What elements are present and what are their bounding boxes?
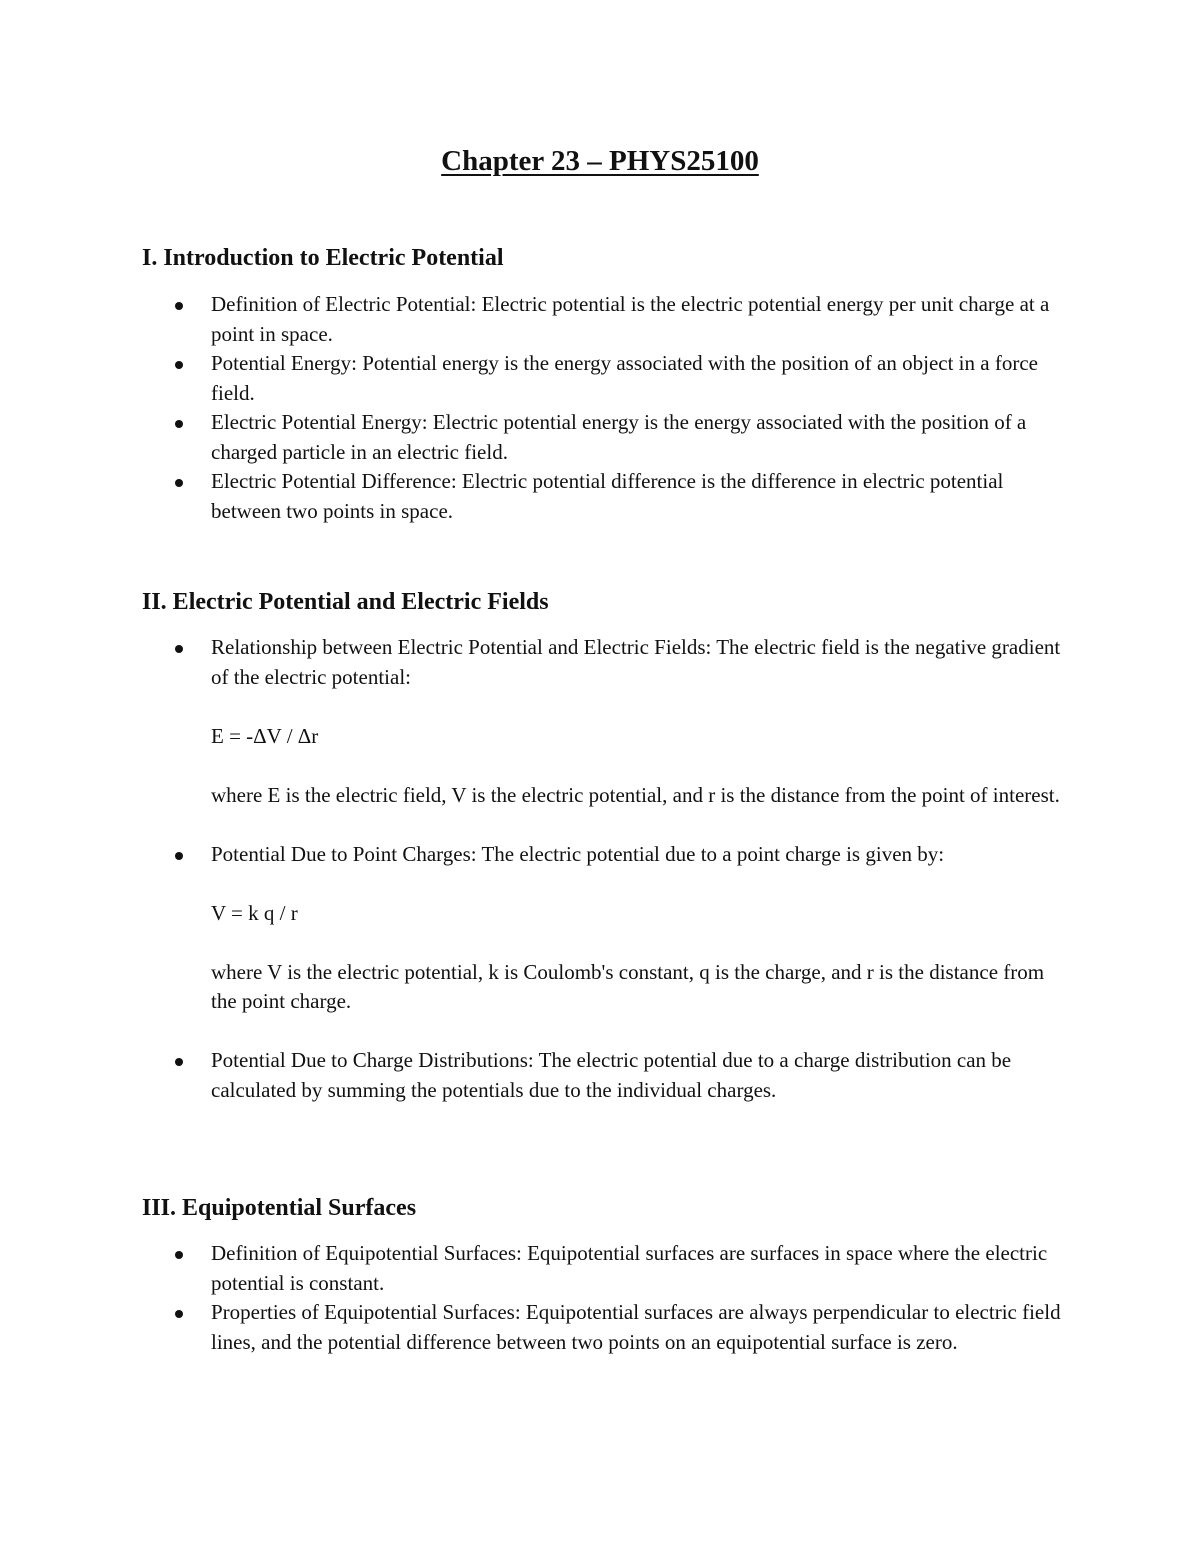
list-item-text: Potential Due to Point Charges: The electric potential due to a point charge is given by: — [211, 841, 945, 866]
bullet-icon — [175, 1310, 183, 1318]
section-list-equipotential-surfaces — [142, 1239, 1072, 1357]
section-list-electric-fields — [142, 633, 1072, 1105]
list-item-text: Properties of Equipotential Surfaces: Equipotential surfaces are always perpendicular to electric field lines, and the potential difference between two points on an equipotential surface is zero. — [211, 1300, 1061, 1354]
list-item — [142, 467, 1072, 526]
list-item — [142, 290, 1072, 349]
bullet-icon — [175, 479, 183, 487]
list-item — [142, 1239, 1072, 1298]
section-list-introduction — [142, 290, 1072, 526]
list-item-text: Definition of Equipotential Surfaces: Equipotential surfaces are surfaces in space where the electric potential is constant. — [211, 1241, 1048, 1295]
equation-explanation: where V is the electric potential, k is Coulomb's constant, q is the charge, and r is the distance from the point charge. — [211, 959, 1045, 1013]
bullet-icon — [175, 645, 183, 653]
equation-explanation: where E is the electric field, V is the electric potential, and r is the distance from the point of interest. — [211, 782, 1060, 807]
list-item — [142, 633, 1072, 840]
list-item — [142, 840, 1072, 1047]
section-heading-introduction: I. Introduction to Electric Potential — [142, 245, 504, 271]
equation-point-charge: V = k q / r — [211, 900, 298, 925]
list-item — [142, 349, 1072, 408]
bullet-icon — [175, 1251, 183, 1259]
section-heading-equipotential-surfaces: III. Equipotential Surfaces — [142, 1195, 417, 1221]
list-item — [142, 408, 1072, 467]
bullet-icon — [175, 852, 183, 860]
list-item-text: Electric Potential Energy: Electric potential energy is the energy associated with the position of a charged particle in an electric field. — [211, 410, 1027, 464]
bullet-icon — [175, 420, 183, 428]
list-item-text: Electric Potential Difference: Electric potential difference is the difference in electric potential between two points in space. — [211, 469, 1004, 523]
list-item-text: Relationship between Electric Potential and Electric Fields: The electric field is the negative gradient of the electric potential: — [211, 635, 1061, 689]
section-heading-electric-fields: II. Electric Potential and Electric Fields — [142, 589, 549, 615]
document-title: Chapter 23 – PHYS25100 — [441, 145, 759, 177]
list-item — [142, 1046, 1072, 1105]
equation-electric-field: E = -ΔV / Δr — [211, 723, 319, 748]
list-item-text: Potential Energy: Potential energy is the energy associated with the position of an object in a force field. — [211, 351, 1038, 405]
list-item-text: Potential Due to Charge Distributions: The electric potential due to a charge distribution can be calculated by summing the potentials due to the individual charges. — [211, 1048, 1012, 1102]
bullet-icon — [175, 1058, 183, 1066]
bullet-icon — [175, 302, 183, 310]
list-item-text: Definition of Electric Potential: Electric potential is the electric potential energy per unit charge at a point in space. — [211, 292, 1050, 346]
list-item — [142, 1298, 1072, 1357]
bullet-icon — [175, 361, 183, 369]
